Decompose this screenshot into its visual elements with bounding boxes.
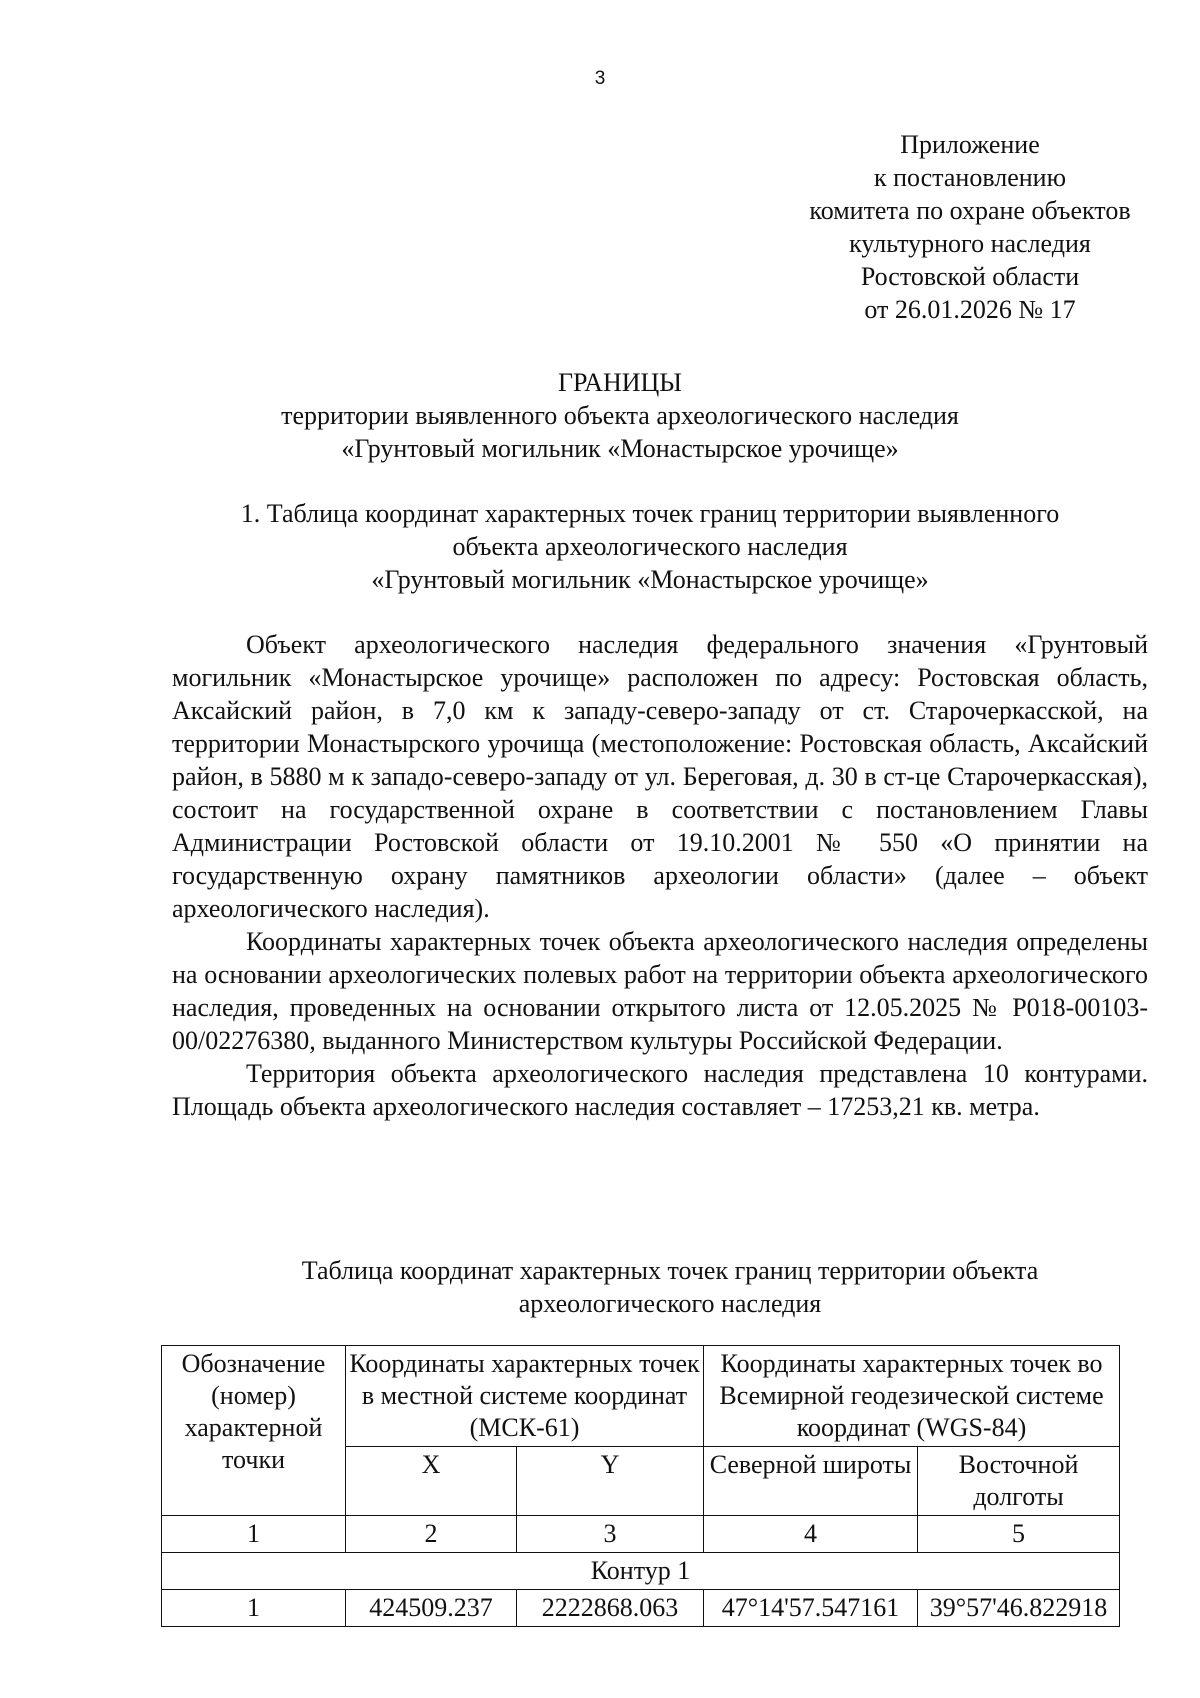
section-line: 1. Таблица координат характерных точек границ территории выявленного: [240, 499, 1060, 528]
header-point-designation: Обозначение (номер) характерной точки: [162, 1346, 346, 1516]
table-caption-line: Таблица координат характерных точек границ территории объекта: [301, 1256, 1039, 1285]
column-number: 1: [162, 1516, 346, 1553]
x-value: 424509.237: [346, 1590, 517, 1627]
header-wgs-coordinates: Координаты характерных точек во Всемирной геодезической системе координат (WGS-84): [704, 1346, 1120, 1447]
appendix-line: Ростовской области: [860, 262, 1080, 291]
contour-label: Контур 1: [162, 1553, 1120, 1590]
title-heading: ГРАНИЦЫ: [558, 368, 682, 397]
table-row: [162, 1590, 1120, 1627]
column-number: 3: [517, 1516, 704, 1553]
section-line: «Грунтовый могильник «Монастырское урочище»: [371, 565, 929, 594]
header-x: X: [346, 1447, 517, 1516]
column-number-row: [162, 1516, 1120, 1553]
longitude-value: 39°57'46.822918: [918, 1590, 1120, 1627]
appendix-line: от 26.01.2026 № 17: [864, 295, 1076, 324]
header-msk-coordinates: Координаты характерных точек в местной системе координат (МСК-61): [346, 1346, 704, 1447]
column-number: 2: [346, 1516, 517, 1553]
latitude-value: 47°14'57.547161: [704, 1590, 918, 1627]
paragraph: Территория объекта археологического наследия представлена 10 контурами. Площадь объекта археологического наследия составляет – 17253,21 кв. метра.: [172, 1059, 1148, 1121]
appendix-line: к постановлению: [873, 163, 1067, 192]
appendix-line: комитета по охране объектов: [809, 196, 1131, 225]
table-header-row: [162, 1346, 1120, 1447]
header-y: Y: [517, 1447, 704, 1516]
page-number: 3: [594, 68, 606, 89]
section-line: объекта археологического наследия: [452, 532, 848, 561]
appendix-line: культурного наследия: [849, 229, 1091, 258]
appendix-line: Приложение: [900, 130, 1040, 159]
appendix-block: [770, 128, 1170, 326]
y-value: 2222868.063: [517, 1590, 704, 1627]
contour-row: [162, 1553, 1120, 1590]
header-latitude: Северной широты: [704, 1447, 918, 1516]
section-heading: [180, 497, 1120, 596]
paragraph: Объект археологического наследия федерального значения «Грунтовый могильник «Монастырское урочище» расположен по адресу: Ростовская область, Аксайский район, в 7,0 км к западу-северо-западу от ст. Старочеркасской, на территории Монастырского урочища (местоположение: Ростовская область, Аксайский район, в 5880 м к западо-северо-западу от ул. Береговая, д. 30 в ст-це Старочеркасская), состоит на государственной охране в соответствии с постановлением Главы Администрации Ростовской области от 19.10.2001 № 550 «О принятии на государственную охрану памятников археологии области» (далее – объект археологического наследия).: [172, 630, 1148, 923]
title-line: территории выявленного объекта археологического наследия: [281, 401, 959, 430]
document-title: [180, 366, 1060, 465]
column-number: 4: [704, 1516, 918, 1553]
title-line: «Грунтовый могильник «Монастырское урочище»: [341, 434, 899, 463]
body-text: [172, 628, 1148, 1123]
paragraph: Координаты характерных точек объекта археологического наследия определены на основании археологических полевых работ на территории объекта археологического наследия, проведенных на основании открытого листа от 12.05.2025 № Р018-00103-00/02276380, выданного Министерством культуры Российской Федерации.: [172, 927, 1148, 1055]
table-caption: [190, 1254, 1150, 1320]
coordinates-table: [161, 1345, 1120, 1627]
column-number: 5: [918, 1516, 1120, 1553]
table-caption-line: археологического наследия: [518, 1289, 822, 1318]
header-longitude: Восточной долготы: [918, 1447, 1120, 1516]
point-number: 1: [162, 1590, 346, 1627]
